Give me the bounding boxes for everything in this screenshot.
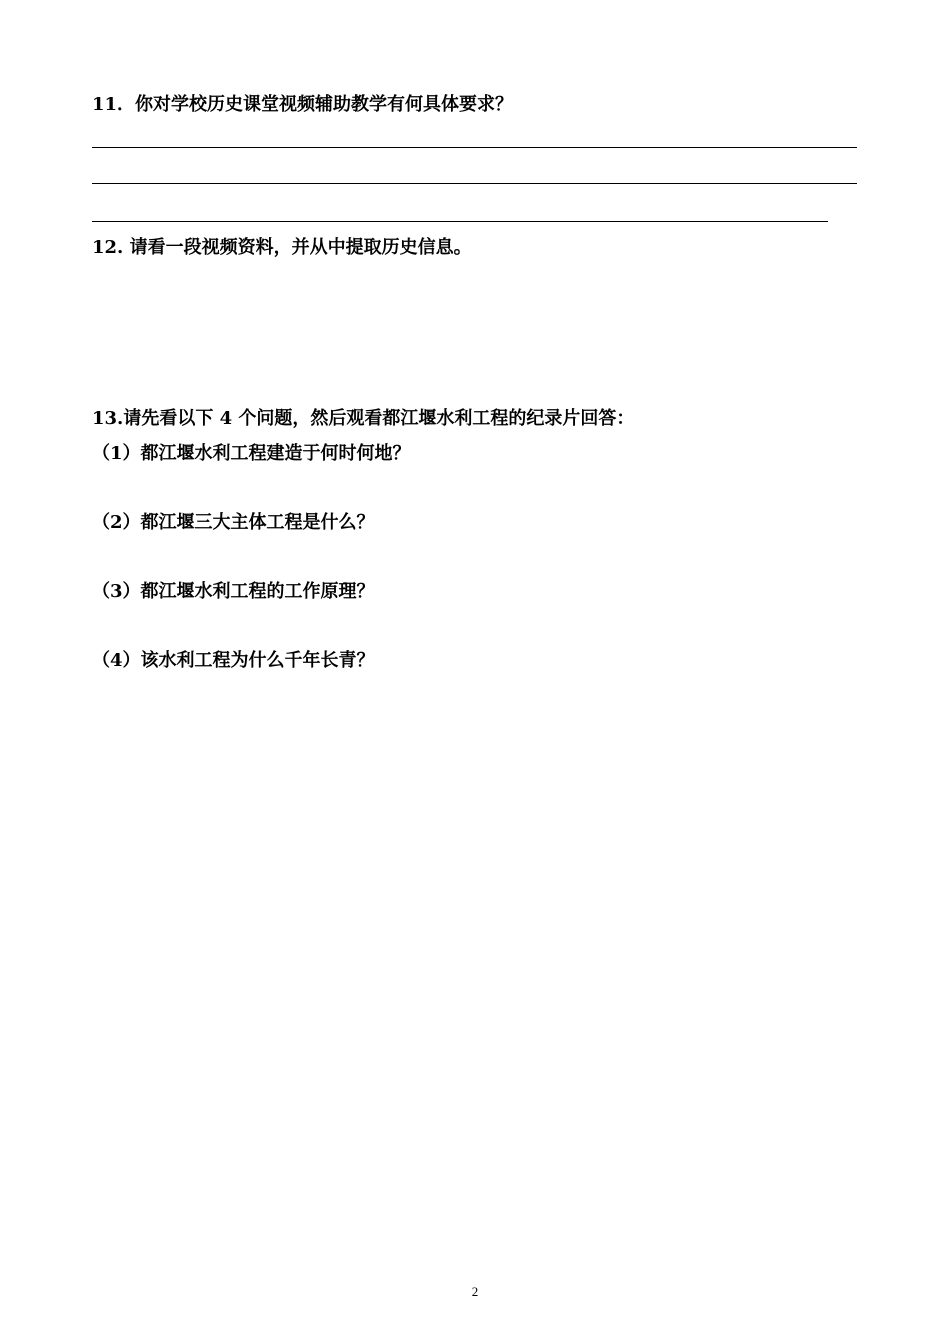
question-13-intro: 13.请先看以下 4 个问题，然后观看都江堰水利工程的纪录片回答： xyxy=(92,408,635,429)
question-13-sub-3: （3）都江堰水利工程的工作原理？ xyxy=(92,581,375,602)
page-number: 2 xyxy=(471,1284,479,1299)
question-13-sub-2: （2）都江堰三大主体工程是什么？ xyxy=(92,512,375,533)
question-13-sub-4: （4）该水利工程为什么千年长青？ xyxy=(92,650,375,671)
answer-line-2 xyxy=(92,183,857,184)
question-13-sub-1: （1）都江堰水利工程建造于何时何地？ xyxy=(92,443,411,464)
question-12-text: 12. 请看一段视频资料，并从中提取历史信息。 xyxy=(92,237,472,258)
answer-line-1 xyxy=(92,147,857,148)
answer-line-3 xyxy=(92,221,828,222)
question-11-text: 11．你对学校历史课堂视频辅助教学有何具体要求？ xyxy=(92,94,514,115)
